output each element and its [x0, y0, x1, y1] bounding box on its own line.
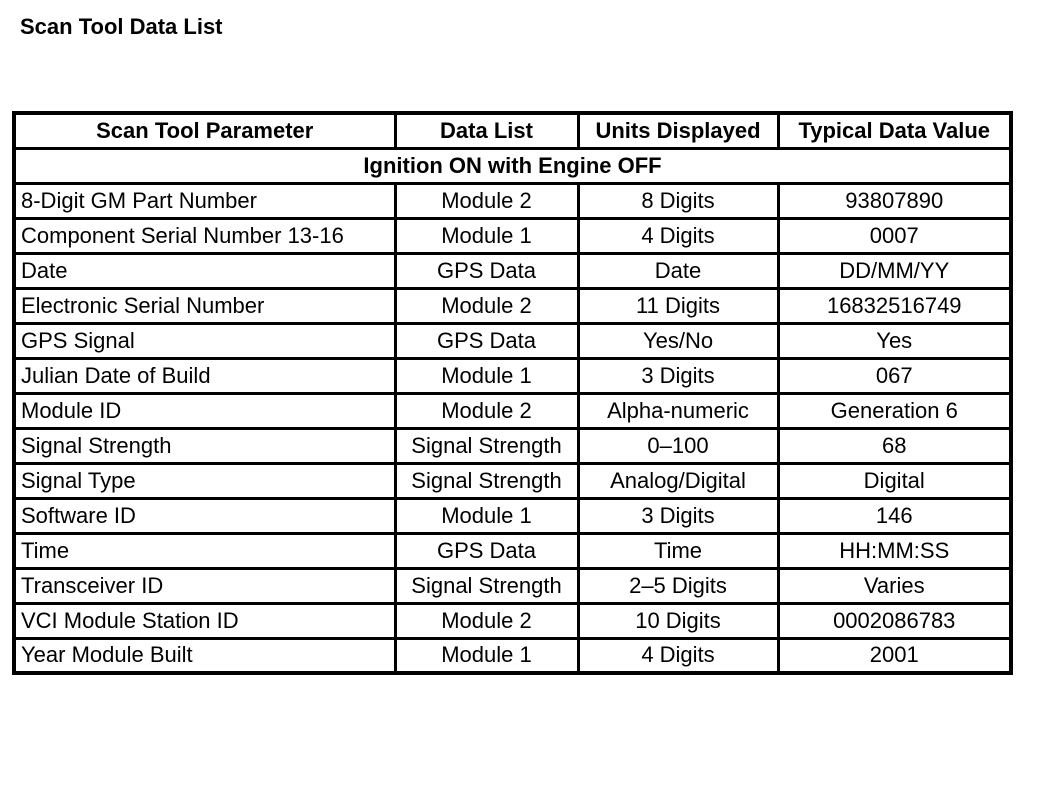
cell-units-displayed: Analog/Digital	[578, 463, 778, 498]
cell-parameter: 8-Digit GM Part Number	[14, 183, 395, 218]
cell-typical-data-value: 067	[778, 358, 1011, 393]
cell-data-list: Signal Strength	[395, 428, 578, 463]
cell-typical-data-value: Varies	[778, 568, 1011, 603]
cell-typical-data-value: Digital	[778, 463, 1011, 498]
cell-data-list: Module 1	[395, 498, 578, 533]
cell-units-displayed: Time	[578, 533, 778, 568]
table-row	[14, 183, 1011, 218]
cell-parameter: Time	[14, 533, 395, 568]
table-row	[14, 323, 1011, 358]
cell-data-list: Module 2	[395, 288, 578, 323]
cell-parameter: GPS Signal	[14, 323, 395, 358]
table-row	[14, 358, 1011, 393]
cell-data-list: Module 1	[395, 218, 578, 253]
table-row	[14, 393, 1011, 428]
header-scan-tool-parameter: Scan Tool Parameter	[14, 113, 395, 148]
cell-parameter: Electronic Serial Number	[14, 288, 395, 323]
cell-data-list: GPS Data	[395, 323, 578, 358]
cell-units-displayed: 0–100	[578, 428, 778, 463]
cell-units-displayed: 8 Digits	[578, 183, 778, 218]
page-title: Scan Tool Data List	[20, 14, 223, 39]
section-row	[14, 148, 1011, 183]
section-label: Ignition ON with Engine OFF	[14, 148, 1011, 183]
header-typical-data-value: Typical Data Value	[778, 113, 1011, 148]
cell-typical-data-value: 2001	[778, 638, 1011, 673]
cell-data-list: GPS Data	[395, 253, 578, 288]
cell-parameter: Year Module Built	[14, 638, 395, 673]
cell-typical-data-value: 16832516749	[778, 288, 1011, 323]
cell-data-list: Module 2	[395, 603, 578, 638]
cell-units-displayed: 4 Digits	[578, 218, 778, 253]
cell-typical-data-value: Generation 6	[778, 393, 1011, 428]
table-row	[14, 638, 1011, 673]
cell-units-displayed: 11 Digits	[578, 288, 778, 323]
table-row	[14, 463, 1011, 498]
scan-tool-data-table	[12, 111, 1013, 675]
cell-units-displayed: Yes/No	[578, 323, 778, 358]
cell-data-list: GPS Data	[395, 533, 578, 568]
cell-parameter: Transceiver ID	[14, 568, 395, 603]
cell-data-list: Module 2	[395, 183, 578, 218]
header-row	[14, 113, 1011, 148]
table-row	[14, 218, 1011, 253]
cell-typical-data-value: 0002086783	[778, 603, 1011, 638]
cell-data-list: Signal Strength	[395, 568, 578, 603]
cell-parameter: Module ID	[14, 393, 395, 428]
cell-units-displayed: 3 Digits	[578, 358, 778, 393]
cell-parameter: Signal Type	[14, 463, 395, 498]
cell-data-list: Module 1	[395, 638, 578, 673]
table-row	[14, 498, 1011, 533]
cell-units-displayed: Date	[578, 253, 778, 288]
table-row	[14, 568, 1011, 603]
cell-parameter: Software ID	[14, 498, 395, 533]
cell-parameter: VCI Module Station ID	[14, 603, 395, 638]
cell-typical-data-value: 146	[778, 498, 1011, 533]
table-row	[14, 603, 1011, 638]
cell-parameter: Component Serial Number 13-16	[14, 218, 395, 253]
cell-units-displayed: 10 Digits	[578, 603, 778, 638]
cell-typical-data-value: HH:MM:SS	[778, 533, 1011, 568]
cell-data-list: Module 2	[395, 393, 578, 428]
cell-units-displayed: Alpha-numeric	[578, 393, 778, 428]
cell-data-list: Module 1	[395, 358, 578, 393]
cell-typical-data-value: 93807890	[778, 183, 1011, 218]
cell-typical-data-value: 0007	[778, 218, 1011, 253]
cell-units-displayed: 4 Digits	[578, 638, 778, 673]
cell-units-displayed: 3 Digits	[578, 498, 778, 533]
table-row	[14, 253, 1011, 288]
cell-parameter: Signal Strength	[14, 428, 395, 463]
header-data-list: Data List	[395, 113, 578, 148]
table-row	[14, 428, 1011, 463]
cell-typical-data-value: DD/MM/YY	[778, 253, 1011, 288]
cell-parameter: Julian Date of Build	[14, 358, 395, 393]
table-row	[14, 533, 1011, 568]
header-units-displayed: Units Displayed	[578, 113, 778, 148]
cell-data-list: Signal Strength	[395, 463, 578, 498]
cell-typical-data-value: 68	[778, 428, 1011, 463]
cell-typical-data-value: Yes	[778, 323, 1011, 358]
cell-parameter: Date	[14, 253, 395, 288]
cell-units-displayed: 2–5 Digits	[578, 568, 778, 603]
table-row	[14, 288, 1011, 323]
